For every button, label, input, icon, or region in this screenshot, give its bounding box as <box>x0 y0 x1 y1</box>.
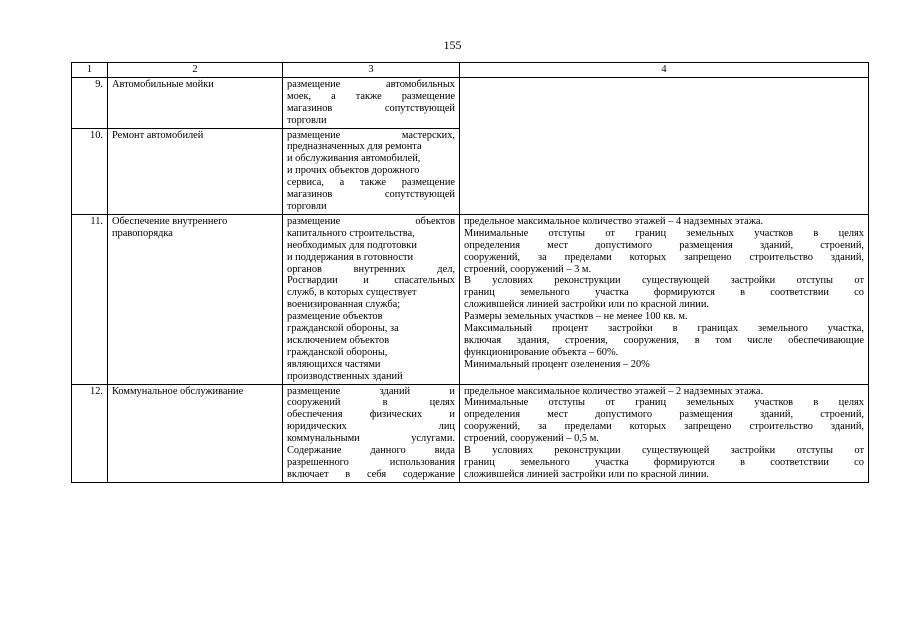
description-line: размещение объектов <box>287 311 383 323</box>
parameter-line: включая здания, строения, сооружения, в том числе обеспечивающие <box>464 334 864 346</box>
parameter-line: В условиях реконструкции существующей застройки отступы от <box>464 275 864 287</box>
column-number-3: 3 <box>283 63 460 78</box>
use-type-name: Коммунальное обслуживание <box>108 384 283 482</box>
description-line: производственных зданий <box>287 370 403 382</box>
description-line: коммунальными услугами. <box>287 433 455 445</box>
column-number-2: 2 <box>108 63 283 78</box>
row-number: 11. <box>72 214 108 384</box>
description-line: магазинов сопутствующей <box>287 102 455 114</box>
row-number: 10. <box>72 128 108 214</box>
table-row <box>72 77 869 128</box>
description-line: и поддержания в готовности <box>287 251 414 263</box>
parameter-line: строений, сооружений – 0,5 м. <box>464 433 599 445</box>
parameter-line: сложившейся линией застройки или по красной линии. <box>464 299 709 311</box>
column-number-4: 4 <box>460 63 869 78</box>
description-line: гражданской обороны, за <box>287 323 399 335</box>
parameter-line: сооружений, за пределами которых запрещено строительство зданий, <box>464 421 864 433</box>
table-row <box>72 214 869 384</box>
parameter-line: Минимальный процент озеленения – 20% <box>464 358 650 370</box>
parameter-line: границ земельного участка формируются в соответствии со <box>464 457 864 468</box>
use-type-name: Обеспечение внутреннего правопорядка <box>108 214 283 384</box>
description-line: и обслуживания автомобилей, <box>287 153 421 165</box>
description-line: исключением объектов <box>287 334 390 346</box>
description-line: капитального строительства, <box>287 227 415 239</box>
parameter-line: границ земельного участка формируются в соответствии со <box>464 287 864 299</box>
description-line: военизированная служба; <box>287 299 401 311</box>
description-line: Росгвардии и спасательных <box>287 275 455 287</box>
page-number: 155 <box>443 38 462 52</box>
description-line: включает в себя содержание <box>287 468 455 480</box>
description-line: сооружений в целях <box>287 397 455 409</box>
column-number-row <box>72 63 869 78</box>
description-line: размещение объектов <box>287 215 455 227</box>
parameter-line: Размеры земельных участков – не менее 100 кв. м. <box>464 311 688 323</box>
land-use-table <box>71 62 869 483</box>
shared-params-cell <box>460 77 869 214</box>
parameter-line: определения мест допустимого размещения зданий, строений, <box>464 239 864 251</box>
permitted-parameters <box>460 214 869 384</box>
use-type-name: Автомобильные мойки <box>108 77 283 128</box>
permitted-parameters <box>460 384 869 482</box>
parameter-line: функционирование объекта – 60%. <box>464 346 619 358</box>
parameter-line: Максимальный процент застройки в границах земельного участка, <box>464 323 864 335</box>
description-line: сервиса, а также размещение <box>287 177 455 189</box>
use-type-description <box>283 384 460 482</box>
description-line: размещение зданий и <box>287 385 455 397</box>
use-type-description <box>283 214 460 384</box>
description-line: торговли <box>287 200 327 212</box>
description-line: Содержание данного вида <box>287 445 455 457</box>
description-line: магазинов сопутствующей <box>287 189 455 201</box>
row-number: 12. <box>72 384 108 482</box>
table-row <box>72 384 869 482</box>
parameter-line: сложившейся линией застройки или по красной линии. <box>464 468 709 480</box>
use-type-description <box>283 128 460 214</box>
description-line: служб, в которых существует <box>287 287 417 299</box>
description-line: моек, а также размещение <box>287 90 455 102</box>
parameter-line: сооружений, за пределами которых запрещено строительство зданий, <box>464 251 864 263</box>
row-number: 9. <box>72 77 108 128</box>
description-line: гражданской обороны, <box>287 346 388 358</box>
use-type-description <box>283 77 460 128</box>
parameter-line: строений, сооружений – 3 м. <box>464 263 592 275</box>
parameter-line: В условиях реконструкции существующей застройки отступы от <box>464 445 864 457</box>
parameter-line: предельное максимальное количество этажей – 2 надземных этажа. <box>464 385 764 397</box>
description-line: размещение мастерских, <box>287 129 455 141</box>
description-line: предназначенных для ремонта <box>287 141 422 153</box>
use-type-name: Ремонт автомобилей <box>108 128 283 214</box>
description-line: и прочих объектов дорожного <box>287 165 420 177</box>
column-number-1: 1 <box>72 63 108 78</box>
description-line: разрешенного использования <box>287 457 455 468</box>
description-line: обеспечения физических и <box>287 409 455 421</box>
parameter-line: определения мест допустимого размещения зданий, строений, <box>464 409 864 421</box>
description-line: органов внутренних дел, <box>287 263 455 275</box>
description-line: торговли <box>287 114 327 126</box>
parameter-line: Минимальные отступы от границ земельных участков в целях <box>464 227 864 239</box>
parameter-line: Минимальные отступы от границ земельных участков в целях <box>464 397 864 409</box>
description-line: размещение автомобильных <box>287 78 455 90</box>
parameter-line: предельное максимальное количество этажей – 4 надземных этажа. <box>464 215 764 227</box>
description-line: являющихся частями <box>287 358 381 370</box>
description-line: необходимых для подготовки <box>287 239 417 251</box>
description-line: юридических лиц <box>287 421 455 433</box>
